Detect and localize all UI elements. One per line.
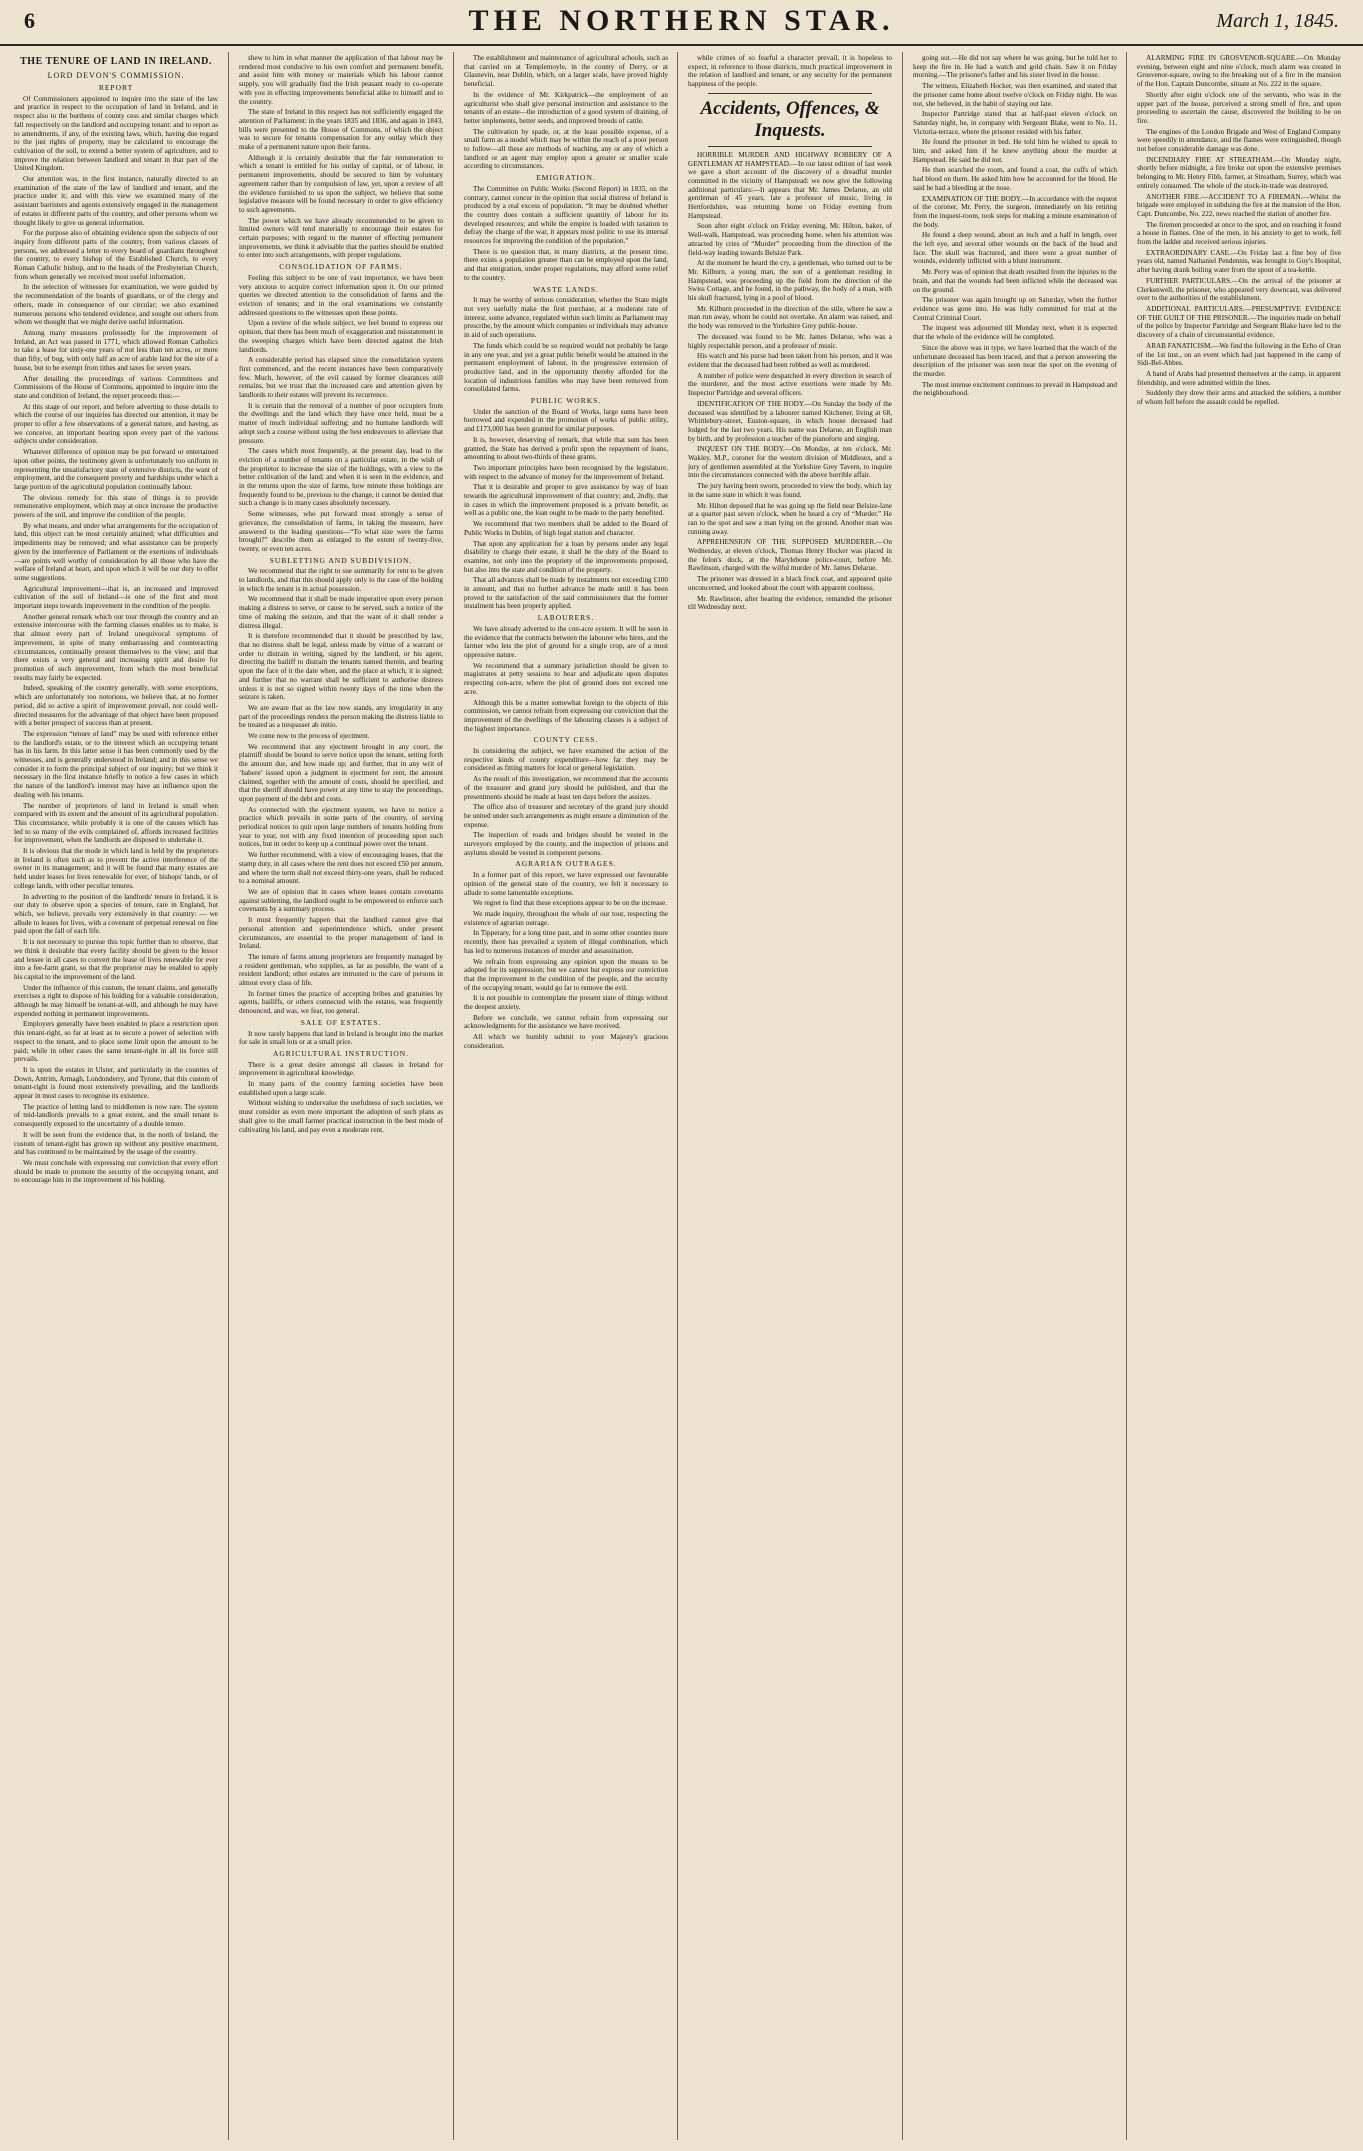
paragraph: The tenure of farms among proprietors are frequently managed by a resident gentleman, who supplies, as far as possible, the want of a resident landlord; other estates are intrusted to the care of persons in almost every class of life.	[239, 952, 443, 988]
paragraph: Mr. Perry was of opinion that death resulted from the injuries to the brain, and that the wounds had been inflicted while the deceased was on the ground.	[913, 268, 1117, 294]
article-subheading: LORD DEVON'S COMMISSION.	[47, 71, 185, 80]
column-3	[464, 54, 668, 2139]
paragraph: The deceased was found to be Mr. James Delarue, who was a highly respectable person, and a professor of music.	[688, 332, 892, 350]
paragraph: The inspection of roads and bridges should be vested in the surveyors employed by the county, and the inspection of prisons and asylums should be vested in competent persons.	[464, 831, 668, 857]
paragraph: We recommend that it shall be made imperative upon every person making a distress to serve, or cause to be served, such a notice of the time of making the seizure, and that the want of it shall render a distress illegal.	[239, 595, 443, 630]
paragraph: ANOTHER FIRE.—ACCIDENT TO A FIREMAN.—Whilst the brigade were employed in subduing the fire at the mansion of the Hon. Capt. Duncombe, No. 222, news reached the station of another fire.	[1137, 192, 1341, 218]
paragraph: There is a great desire amongst all classes in Ireland for improvement in agricultural knowledge.	[239, 1060, 443, 1078]
paragraph: In adverting to the position of the landlords' tenure in Ireland, it is our duty to observe upon a species of tenure, rare in England, but which, we believe, prevails very extensively in that country: — we allude to leases for lives, with a covenant of perpetual renewal on fine paid upon the fall of each life.	[14, 892, 218, 936]
paragraph: The establishment and maintenance of agricultural schools, such as that carried on at Templemoyle, in the county of Derry, or at Glasnevin, near Dublin, which, on a larger scale, have proved highly beneficial.	[464, 54, 668, 89]
paragraph: The cultivation by spade, or, at the least possible expense, of a small farm as a model which may be within the reach of a poor person to follow—all these are methods of teaching, any or any of which a landlord or an agent may employ upon a greater or smaller scale according to circumstances.	[464, 127, 668, 171]
paragraph: The funds which could be so required would not probably be large in any one year, and yet a great public benefit would be attained in the permanent employment of labour, in the progressive extension of productive land, and in the opportunity thereby afforded for the location of industrious families who may have been removed from consolidated farms.	[464, 341, 668, 394]
paragraph: Of Commissioners appointed to inquire into the state of the law and practice in respect to the occupation of land in Ireland, and in respect also to the burthens of county cess and similar charges which fall respectively on the landlord and occupying tenant: and to report as to amendments, if any, of the existing laws, which, having due regard to the just rights of property, may be calculated to encourage the cultivation of the soil, to extend a better system of agriculture, and to improve the relation between landlord and tenant in that part of the United Kingdom.	[14, 94, 218, 173]
paragraph: Agricultural improvement—that is, an increased and improved cultivation of the soil of Ireland—is one of the first and most important steps towards improvement in the condition of the people.	[14, 584, 218, 611]
paragraph: Under the influence of this custom, the tenant claims, and generally exercises a right to dispose of his holding for a valuable consideration, although he may himself be tenant-at-will, and although he may have expended nothing in permanent improvements.	[14, 983, 218, 1018]
paragraph: Soon after eight o'clock on Friday evening, Mr. Hilton, baker, of Well-walk, Hampstead, was proceeding home, when his attention was attracted by cries of “Murder” proceeding from the direction of the field-way leading towards Belsize Park.	[688, 222, 892, 257]
paragraph: All which we humbly submit to your Majesty's gracious consideration.	[464, 1033, 668, 1050]
column-6	[1137, 54, 1341, 2139]
paragraph: Our attention was, in the first instance, naturally directed to an examination of the state of the law of landlord and tenant, and the practice under it; and with this view we examined many of the assistant barristers and agents extensively engaged in the management of estates in different parts of the country, and other persons whom we thought likely to give us general information.	[14, 175, 218, 227]
section-label: CONSOLIDATION OF FARMS.	[279, 262, 403, 272]
section-heading: Accidents, Offences, & Inquests.	[700, 97, 880, 141]
paragraph: Although it is certainly desirable that the fair remuneration to which a tenant is entitled for his outlay of capital, or of labour, in permanent improvements, should be secured to him by voluntary agreement rather than by compulsion of law, yet, upon a review of all the evidence furnished to us upon the subject, we believe that some legislative measure will be found necessary in order to give efficiency to such agreements.	[239, 153, 443, 214]
paragraph: The power which we have already recommended to be given to limited owners will tend materially to encourage their estates for certain purposes; with regard to the manner of effecting permanent improvements, we think it advisable that the parties should be enabled to enter into such arrangements, with proper regulations.	[239, 216, 443, 260]
paragraph: The number of proprietors of land in Ireland is small when compared with its extent and the amount of its agricultural population. This circumstance, while probably it is one of the causes which has led to so many of the evils complained of, affords increased facilities for improvement, when the landlords are disposed to undertake it.	[14, 801, 218, 845]
paragraph: Under the sanction of the Board of Works, large sums have been borrowed and expended in the promotion of works of public utility, and £173,000 has been granted for similar purposes.	[464, 407, 668, 434]
column-rule	[677, 52, 678, 2140]
paragraph: It is certain that the removal of a number of poor occupiers from the dwellings and the land which they have once held, must be a matter of much individual suffering; and no humane landlords will adopt such a course without using the best endeavours to alleviate that pressure.	[239, 401, 443, 445]
paragraph: In considering the subject, we have examined the action of the respective kinds of county expenditure—how far they may be considered as fitting matters for local or general legislation.	[464, 747, 668, 773]
paragraph: The office also of treasurer and secretary of the grand jury should be united under such arrangements as might ensure a diminution of the expense.	[464, 803, 668, 829]
paragraph: Shortly after eight o'clock one of the servants, who was in the upper part of the house, perceived a strong smell of fire, and upon proceeding to ascertain the cause, discovered the building to be on fire.	[1137, 90, 1341, 125]
paragraph: In the evidence of Mr. Kirkpatrick—the employment of an agriculturist who shall give personal instruction and assistance to the tenants of an estate—the introduction of a good system of draining, of better implements, better seeds, and improved breeds of cattle.	[464, 90, 668, 125]
newspaper-title: THE NORTHERN STAR.	[468, 4, 895, 37]
paragraph: A band of Arabs had presented themselves at the camp, in apparent friendship, and were admitted within the lines.	[1137, 369, 1341, 387]
paragraph: Whatever difference of opinion may be put forward or entertained upon other points, the testimony given is unfortunately too uniform in representing the unsatisfactory state of extensive districts, the want of employment, and the consequent poverty and hardships under which a large portion of the agricultural population continually labour.	[14, 448, 218, 491]
section-label: PUBLIC WORKS.	[530, 396, 602, 406]
paragraph: He found the prisoner in bed. He told him he wished to speak to him, and asked him if he knew anything about the murder at Hampstead. He said he did not.	[913, 138, 1117, 164]
paragraph: EXTRAORDINARY CASE.—On Friday last a fine boy of five years old, named Nathaniel Pendennis, was brought to Guy's Hospital, after having drank boiling water from the spout of a tea-kettle.	[1137, 248, 1341, 275]
paragraph: The inquest was adjourned till Monday next, when it is expected that the whole of the evidence will be completed.	[913, 324, 1117, 342]
masthead	[0, 0, 1363, 46]
paragraph: Mr. Rawlinson, after hearing the evidence, remanded the prisoner till Wednesday next.	[688, 594, 892, 612]
paragraph: APPREHENSION OF THE SUPPOSED MURDERER.—On Wednesday, at eleven o'clock, Thomas Henry Hocker was placed in the felon's dock, at the Marylebone police-court, before Mr. Rawlinson, charged with the wilful murder of Mr. James Delarue.	[688, 538, 892, 573]
column-4	[688, 54, 892, 2139]
column-rule	[228, 52, 229, 2140]
column-rule	[902, 52, 903, 2140]
paragraph: The state of Ireland in this respect has not sufficiently engaged the attention of Parliament: in the years 1835 and 1836, and again in 1843, bills were presented to the House of Commons, of which the object was to secure for tenants compensation for any outlay which they make of a permanent nature upon their farms.	[239, 108, 443, 152]
paragraph: Since the above was in type, we have learned that the watch of the unfortunate deceased has been traced, and that a person answering the description of the prisoner was seen near the spot on the evening of the murder.	[913, 343, 1117, 378]
paragraph: Some witnesses, who put forward most strongly a sense of grievance, the consolidation of farms, in taking the measure, have answered to the leading questions—“To what size were the farms brought?” describe them as enlarged to the extent of twenty-five, twenty, or even ten acres.	[239, 510, 443, 553]
paragraph: Among many measures professedly for the improvement of Ireland, an Act was passed in 1771, which allowed Roman Catholics to take a lease for sixty-one years of not less than ten acres, or more than fifty, of bog, with only half an acre of arable land for the site of a house, but to be exempt from tithes and taxes for seven years.	[14, 328, 218, 372]
article-body	[688, 151, 892, 612]
paragraph: We recommend that two members shall be added to the Board of Public Works in Dublin, of high legal station and character.	[464, 520, 668, 537]
paragraph: We regret to find that these exceptions appear to be on the increase.	[473, 899, 668, 908]
paragraph: He found a deep wound, about an inch and a half in length, over the left eye, and several other wounds on the back of the head and face. The skull was fractured, and there were a great number of wounds, evidently inflicted with a blunt instrument.	[913, 231, 1117, 266]
paragraph: It is not necessary to pursue this topic further than to observe, that we think it desirable that every facility should be given to the lessor and lessee in all cases to convert the lease of lives renewable for ever into a fee-farm grant, so that the proprietor may be enabled to apply his capital to the improvement of the land.	[14, 938, 218, 981]
section-label: REPORT	[98, 83, 134, 92]
section-label: COUNTY CESS.	[533, 735, 599, 745]
paragraph: ALARMING FIRE IN GROSVENOR-SQUARE.—On Monday evening, between eight and nine o'clock, much alarm was created in Grosvenor-square, owing to the breaking out of a fire in the mansion of the Hon. Captain Duncombe, situate at No. 222 in the square.	[1137, 54, 1341, 89]
paragraph: shew to him in what manner the application of that labour may be rendered most conducive to his own comfort and permanent benefit, and assist him with money or materials which his labour cannot supply, you will gradually find the Irish peasant ready to co-operate with you in effecting improvements beneficial alike to himself and to the country.	[239, 54, 443, 106]
paragraph: In former times the practice of accepting bribes and gratuities by agents, bailiffs, or others connected with the estates, was frequently denounced, and was, we fear, too general.	[239, 989, 443, 1016]
column-rule	[453, 52, 454, 2140]
paragraph: It is, however, deserving of remark, that while that sum has been granted, the State has derived a profit upon the repayment of loans, amounting to about two-thirds of these grants.	[464, 435, 668, 462]
section-label: SUBLETTING AND SUBDIVISION.	[269, 555, 413, 565]
column-rule	[1126, 52, 1127, 2140]
paragraph: while crimes of so fearful a character prevail, it is hopeless to expect, in reference to those districts, much practical improvement in the relation of landlord and tenant, or any security for the permanent happiness of the people.	[688, 54, 892, 89]
paragraph: His watch and his purse had been taken from his person, and it was evident that the deceased had been robbed as well as murdered.	[688, 352, 892, 369]
paragraph: In a former part of this report, we have expressed our favourable opinion of the general state of the country, we felt it necessary to allude to some lamentable exceptions.	[464, 871, 668, 897]
paragraph: By what means, and under what arrangements for the occupation of land, this object can be most certainly attained; what difficulties and impediments may be removed; and what assistance can be properly given by the interference of Parliament or the exertions of individuals—are points well worthy of consideration by all those who have the welfare of Ireland at heart, and upon which it will be our duty to offer some suggestions.	[14, 521, 218, 582]
paragraph: Mr. Hilton deposed that he was going up the field near Belsize-lane at a quarter past seven o'clock, when he heard a cry of “Murder.” He ran to the spot and saw a man lying on the ground. Another man was running away.	[688, 501, 892, 536]
paragraph: In Tipperary, for a long time past, and in some other counties more recently, there has prevailed a system of illegal combination, which has led to numerous instances of murder and assassination.	[464, 929, 668, 955]
paragraph: Before we conclude, we cannot refrain from expressing our acknowledgments for the assistance we have received.	[464, 1013, 668, 1031]
paragraph: It is not possible to contemplate the present state of things without the deepest anxiety.	[464, 994, 668, 1012]
paragraph: Without wishing to undervalue the usefulness of such societies, we must consider as even more important the adoption of such plans as shall give to the small farmer practical instruction in the best mode of cultivating his land, and pay even a moderate rent.	[239, 1099, 443, 1134]
paragraph: It now rarely happens that land in Ireland is brought into the market for sale in small lots or at a small price.	[239, 1029, 443, 1047]
article-body	[239, 54, 443, 1134]
paragraph: Feeling this subject to be one of vast importance, we have been very anxious to acquire correct information upon it. On our printed queries we directed attention to the consolidation of farms and the eviction of tenants; and in the oral examinations we constantly addressed questions to the witnesses upon these points.	[239, 273, 443, 317]
paragraph: The expression “tenure of land” may be used with reference either to the landlord's estate, or to the interest which an occupying tenant has in his farm. In this latter sense it has been commonly used by the witnesses, and is generally understood in Ireland; and in this sense we consider it to form the principal subject of our inquiry; but we think it necessary in the first instance briefly to notice a few cases in which the nature of the landlord's interest may have an influence upon the dealing with his tenants.	[14, 729, 218, 799]
paragraph: INCENDIARY FIRE AT STREATHAM.—On Monday night, shortly before midnight, a fire broke out upon the extensive premises belonging to Mr. Henry Fibb, farmer, at Streatham, Surrey, which was entirely consumed. The whole of the stock-in-trade was destroyed.	[1137, 155, 1341, 190]
column-1	[14, 54, 218, 2139]
paragraph: It is upon the estates in Ulster, and particularly in the counties of Down, Antrim, Armagh, Londonderry, and Tyrone, that this custom of tenant-right is found most extensively prevailing, and the landlords appear in most cases to recognise its existence.	[14, 1065, 218, 1101]
paragraph: That upon any application for a loan by persons under any legal disability to charge their estate, it shall be the duty of the Board to examine, not only into the propriety of the improvements proposed, but also into the state and condition of the property.	[464, 539, 668, 574]
article-body	[14, 95, 218, 1185]
paragraph: At the moment he heard the cry, a gentleman, who turned out to be Mr. Kilburn, a young man, the son of a gentleman residing in Hampstead, was proceeding up the field from the direction of the Swiss Cottage, and he found, in the pathway, the body of a man, with his skull fractured, lying in a pool of blood.	[688, 259, 892, 303]
paragraph: The cases which most frequently, at the present day, lead to the eviction of a number of tenants on a particular estate, in the wish of the proprietor to increase the size of the holdings, with a view to the better cultivation of the land; and when it is seen in the evidence, and in the returns upon the size of farms, how minute these holdings are frequently found to be, previous to the change, it cannot be denied that such a change is in many cases absolutely necessary.	[239, 447, 443, 508]
paragraph: The most intense excitement continues to prevail in Hampstead and the neighbourhood.	[913, 380, 1117, 398]
article-body	[688, 54, 892, 89]
paragraph: going out.—He did not say where he was going, but he told her to keep the fire in. He had a watch and gold chain. Saw it on Friday morning.—The prisoner's father and his sister lived in the house.	[913, 54, 1117, 80]
article-body	[1137, 54, 1341, 407]
paragraph: It will be seen from the evidence that, in the north of Ireland, the custom of tenant-right has grown up without any positive enactment, and has continued to be maintained by the usage of the country.	[14, 1130, 218, 1157]
article-body	[464, 54, 668, 1051]
paragraph: The Committee on Public Works (Second Report) in 1835, on the contrary, cannot concur in the opinion that social distress of Ireland is produced by a real excess of population. “It may be doubted whether the country does contain a sufficient quantity of labour for its developed resources; and while the empire is loaded with taxation to defray the charge of the war, it appears most politic to use its internal resources for improving the condition of the population.”	[464, 184, 668, 246]
paragraph: For the purpose also of obtaining evidence upon the subjects of our inquiry from different parts of the country, from various classes of persons, we addressed a letter to every board of guardians throughout the country, to every bishop of the Established Church, to every Roman Catholic bishop, and to the heads of the Presbyterian Church, from whom generally we received most useful information.	[14, 229, 218, 281]
paragraph: Inspector Partridge stated that at half-past eleven o'clock on Saturday night, he, in company with Sergeant Blake, went to No. 11, Victoria-terrace, where the prisoner resided with his father.	[913, 110, 1117, 136]
paragraph: The prisoner was again brought up on Saturday, when the further evidence was gone into. He was fully committed for trial at the Central Criminal Court.	[913, 296, 1117, 322]
paragraph: IDENTIFICATION OF THE BODY.—On Sunday the body of the deceased was identified by a labourer named Kitchener, living at 68, Whittlebury-street, Euston-square, in which house deceased had lodged for the last two years. His name was Delarue, an English man by birth, and by profession a teacher of the pianoforte and singing.	[688, 399, 892, 443]
paragraph: There is no question that, in many districts, at the present time, there exists a population greater than can be employed upon the land, and that emigration, under proper regulations, may afford some relief to the country.	[464, 247, 668, 282]
paragraph: It must frequently happen that the landlord cannot give that personal attention and superintendence which, under present circumstances, are essential to the proper management of land in Ireland.	[239, 916, 443, 951]
paragraph: Suddenly they drew their arms and attacked the soldiers, a number of whom fell before the assault could be repelled.	[1137, 389, 1341, 407]
section-divider	[708, 146, 872, 147]
paragraph: In the selection of witnesses for examination, we were guided by the recommendation of the boards of guardians, or of the clergy and others, made in consequence of our circular; we also examined numerous persons who tendered evidence, and sought out others from whom we thought that we might derive useful information.	[14, 283, 218, 327]
paragraph: We must conclude with expressing our conviction that every effort should be made to promote the security of the occupying tenant, and to encourage him in the improvement of his holding.	[14, 1158, 218, 1185]
paragraph: HORRIBLE MURDER AND HIGHWAY ROBBERY OF A GENTLEMAN AT HAMPSTEAD.—In our latest edition of last week we gave a short account of the discovery of a dreadful murder committed in the vicinity of Hampstead: we now give the following additional particulars:—It appears that Mr. James Delarue, an old gentleman of 45 years, late a professor of music, living in Hertfordshire, was returning home on Friday evening from Hampstead.	[688, 150, 892, 220]
paragraph: The obvious remedy for this state of things is to provide remunerative employment, which may at once increase the productive powers of the soil, and improve the condition of the people.	[14, 493, 218, 520]
paragraph: At this stage of our report, and before adverting to those details to which the course of our inquiries has directed our attention, it may be proper to offer a few observations of a general nature, and having, as we conceive, an important bearing upon every part of the various subjects under consideration.	[14, 402, 218, 446]
page-number: 6	[24, 8, 35, 33]
paragraph: The practice of letting land to middlemen is now rare. The system of mid-landlords prevails to a great extent, and the small tenant is consequently exposed to the uncertainty of a double tenure.	[14, 1102, 218, 1129]
paragraph: Although this be a matter somewhat foreign to the objects of this commission, we cannot refrain from expressing our conviction that the improvement of the dwellings of the labouring classes is a subject of the highest importance.	[464, 698, 668, 733]
paragraph: He then searched the room, and found a coat, the cuffs of which had blood on them. He asked him how he accounted for the blood. He said he had a bleeding at the nose.	[913, 166, 1117, 192]
paragraph: Employers generally have been enabled to place a restriction upon this tenant-right, so far at least as to secure a power of selection with respect to the tenant, and to place some limit upon the amount to be paid; while in other cases the same tenant-right in all its force still prevails.	[14, 1020, 218, 1064]
paragraph: We refrain from expressing any opinion upon the means to be adopted for its suppression; but we cannot but express our conviction that the improvement in the condition of the people, and the security of the occupying tenant, would go far to remove the evil.	[464, 957, 668, 992]
paragraph: After detailing the proceedings of various Committees and Commissions of the House of Commons, appointed to inquire into the state and condition of Ireland, the report proceeds thus:—	[14, 374, 218, 400]
paragraph: We come now to the process of ejectment.	[248, 732, 370, 741]
paragraph: The witness, Elizabeth Hocker, was then examined, and stated that the prisoner came home about twelve o'clock on Friday night. He was not, she believed, in the habit of staying out late.	[913, 82, 1117, 108]
section-label: SALE OF ESTATES.	[300, 1017, 382, 1027]
paragraph: The engines of the London Brigade and West of England Company were speedily in attendance, and the flames were extinguished, though not before considerable damage was done.	[1137, 127, 1341, 154]
paragraph: As connected with the ejectment system, we have to notice a practice which prevails in some parts of the country, of serving periodical notices to quit upon large numbers of tenants holding from year to year, not with any fixed intention of proceeding upon such notices, but in order to keep up a continual power over the tenant.	[239, 805, 443, 849]
paragraph: It is therefore recommended that it should be prescribed by law, that no distress shall be legal, unless made by virtue of a warrant or order to distrain in writing, signed by the landlord, or his agent, directing the bailiff to distrain the tenants named therein, and bearing upon the face of it the date when, and the place at which, it is signed; and further that no warrant shall be sufficient to authorise distress unless it is not so signed within twenty days of the time when the seizure is taken.	[239, 632, 443, 702]
issue-date: March 1, 1845.	[1216, 10, 1339, 32]
paragraph: The firemen proceeded at once to the spot, and on reaching it found a house in flames. One of the men, in his anxiety to get to work, fell from the ladder and received serious injuries.	[1137, 220, 1341, 247]
paragraph: INQUEST ON THE BODY.—On Monday, at ten o'clock, Mr. Wakley, M.P., coroner for the western division of Middlesex, and a jury of gentlemen assembled at the Yorkshire Grey Tavern, to inquire into the circumstances connected with the above horrible affair.	[688, 445, 892, 480]
paragraph: ADDITIONAL PARTICULARS.—PRESUMPTIVE EVIDENCE OF THE GUILT OF THE PRISONER.—The inquiries made on behalf of the police by Inspector Partridge and Sergeant Blake have led to the discovery of a chain of circumstantial evidence.	[1137, 304, 1341, 340]
paragraph: We are aware that as the law now stands, any irregularity in any part of the proceedings renders the person making the distress liable to be treated as a trespasser ab initio.	[239, 703, 443, 730]
paragraph: In many parts of the country farming societies have been established upon a large scale.	[239, 1080, 443, 1097]
paragraph: Indeed, speaking of the country generally, with some exceptions, which are unfortunately too notorious, we believe that, at no former period, did so active a spirit of improvement prevail, nor could well-directed measures for the advantage of that object have been proposed with a better prospect of success than at present.	[14, 684, 218, 728]
paragraph: A considerable period has elapsed since the consolidation system first commenced, and the recent instances have been comparatively few. Much, however, of the evil caused by former clearances still remains, but we trust that the increased care and attention given by landlords to their estates will prevent its recurrence.	[239, 356, 443, 400]
column-2	[239, 54, 443, 2139]
paragraph: We recommend that the right to sue summarily for rent to be given to landlords, and that this should apply only to the case of the holding in which the tenant is in actual possession.	[239, 567, 443, 593]
paragraph: The prisoner was dressed in a black frock coat, and appeared quite unconcerned, and looked about the court with apparent coolness.	[688, 575, 892, 592]
section-label: WASTE LANDS.	[533, 284, 599, 294]
paragraph: That all advances shall be made by instalments not exceeding £100 in amount, and that no further advance be made until it has been proved to the satisfaction of the said commissioners that the former instalment has been properly applied.	[464, 576, 668, 611]
paragraph: FURTHER PARTICULARS.—On the arrival of the prisoner at Clerkenwell, the prisoner, who appeared very downcast, was delivered over to the authorities of the establishment.	[1137, 276, 1341, 303]
paragraph: It may be worthy of serious consideration, whether the State might not very usefully make the first purchase, at a moderate rate of interest, some advance, regulated within such limits as Parliament may prescribe, by the amount which companies or individuals may advance in aid of such operations.	[464, 296, 668, 340]
paragraph: It is obvious that the mode in which land is held by the proprietors in Ireland is often such as to prevent the active interference of the owner in its management; and it will be found that many estates are held under leases for lives renewable for ever, of bishops' lands, or of college lands, with other peculiar tenures.	[14, 847, 218, 890]
paragraph: Mr. Kilburn proceeded in the direction of the stile, where he saw a man run away, whom he could not overtake. An alarm was raised, and the body was removed to the Yorkshire Grey public-house.	[688, 304, 892, 331]
paragraph: We recommend that a summary jurisdiction should be given to magistrates at petty sessions to hear and adjudicate upon disputes respecting con-acre, where the plot of ground does not exceed one acre.	[464, 661, 668, 696]
paragraph: We have already adverted to the con-acre system. It will be seen in the evidence that the contracts between the labourer who hires, and the farmer who lets the plot of ground for a single crop, are of a most oppressive nature.	[464, 624, 668, 659]
paragraph: As the result of this investigation, we recommend that the accounts of the treasurer and grand jury should be published, and that the presentments should be made at least ten days before the assizes.	[464, 775, 668, 801]
paragraph: ARAB FANATICISM.—We find the following in the Echo of Oran of the 1st inst., on an event which had just happened in the camp of Sidi-Bel-Abbes.	[1137, 341, 1341, 368]
paragraph: A number of police were despatched in every direction in search of the murderer, and the most active exertions were made by Mr. Inspector Partridge and several officers.	[688, 371, 892, 398]
paragraph: Another general remark which our tour through the country and an extensive intercourse with the farming classes enables us to make, is that almost every part of Ireland unequivocal symptoms of improvement, in spite of many embarrassing and counteracting circumstances, continually present themselves to the view; and that there exists a very general and increasing spirit and desire for promotion of such improvement, from which the most beneficial results may fairly be expected.	[14, 612, 218, 682]
paragraph: Upon a review of the whole subject, we feel bound to express our opinion, that there has been much of exaggeration and misstatement in the sweeping charges which have been directed against the Irish landlords.	[239, 319, 443, 354]
paragraph: EXAMINATION OF THE BODY.—In accordance with the request of the coroner, Mr. Perry, the surgeon, immediately on his retiring from the inquest-room, took steps for making a minute examination of the body.	[913, 194, 1117, 229]
section-label: LABOURERS.	[537, 613, 595, 623]
article-body	[913, 54, 1117, 398]
paragraph: We are of opinion that in cases where leases contain covenants against subletting, the landlord ought to be empowered to enforce such covenants by a summary process.	[239, 887, 443, 914]
paragraph: That it is desirable and proper to give assistance by way of loan towards the agricultural improvement of that country; and, 2ndly, that in cases in which the improvement proposed is a private benefit, as well as a public one, the loan ought to be made to the party benefited.	[464, 483, 668, 518]
section-label: AGRARIAN OUTRAGES.	[515, 859, 617, 869]
paragraph: We recommend that any ejectment brought in any court, the plaintiff should be bound to serve notice upon the tenant, setting forth the amount due, and how made up; and further, that in any writ of ‘habere’ issued upon a judgment in ejectment for rent, the amount claimed, together with the amount of costs, should be specified, and that the sheriff should have power at any time to stay the proceedings, upon payment of the debt and costs.	[239, 742, 443, 803]
paragraph: We further recommend, with a view of encouraging leases, that the stamp duty, in all cases where the rent does not exceed £50 per annum, and where the term shall not exceed thirty-one years, shall be reduced to a nominal amount.	[239, 851, 443, 886]
paragraph: The jury having been sworn, proceeded to view the body, which lay in the same state in which it was found.	[688, 482, 892, 499]
section-label: EMIGRATION.	[536, 173, 596, 183]
section-label: AGRICULTURAL INSTRUCTION.	[272, 1048, 410, 1058]
paragraph: Two important principles have been recognised by the legislature, with respect to the advance of money for the improvement of Ireland.	[464, 463, 668, 481]
article-heading: THE TENURE OF LAND IN IRELAND.	[20, 56, 212, 67]
paragraph: We made inquiry, throughout the whole of our tour, respecting the existence of agrarian outrage.	[464, 909, 668, 927]
column-5	[913, 54, 1117, 2139]
section-divider	[708, 93, 872, 94]
